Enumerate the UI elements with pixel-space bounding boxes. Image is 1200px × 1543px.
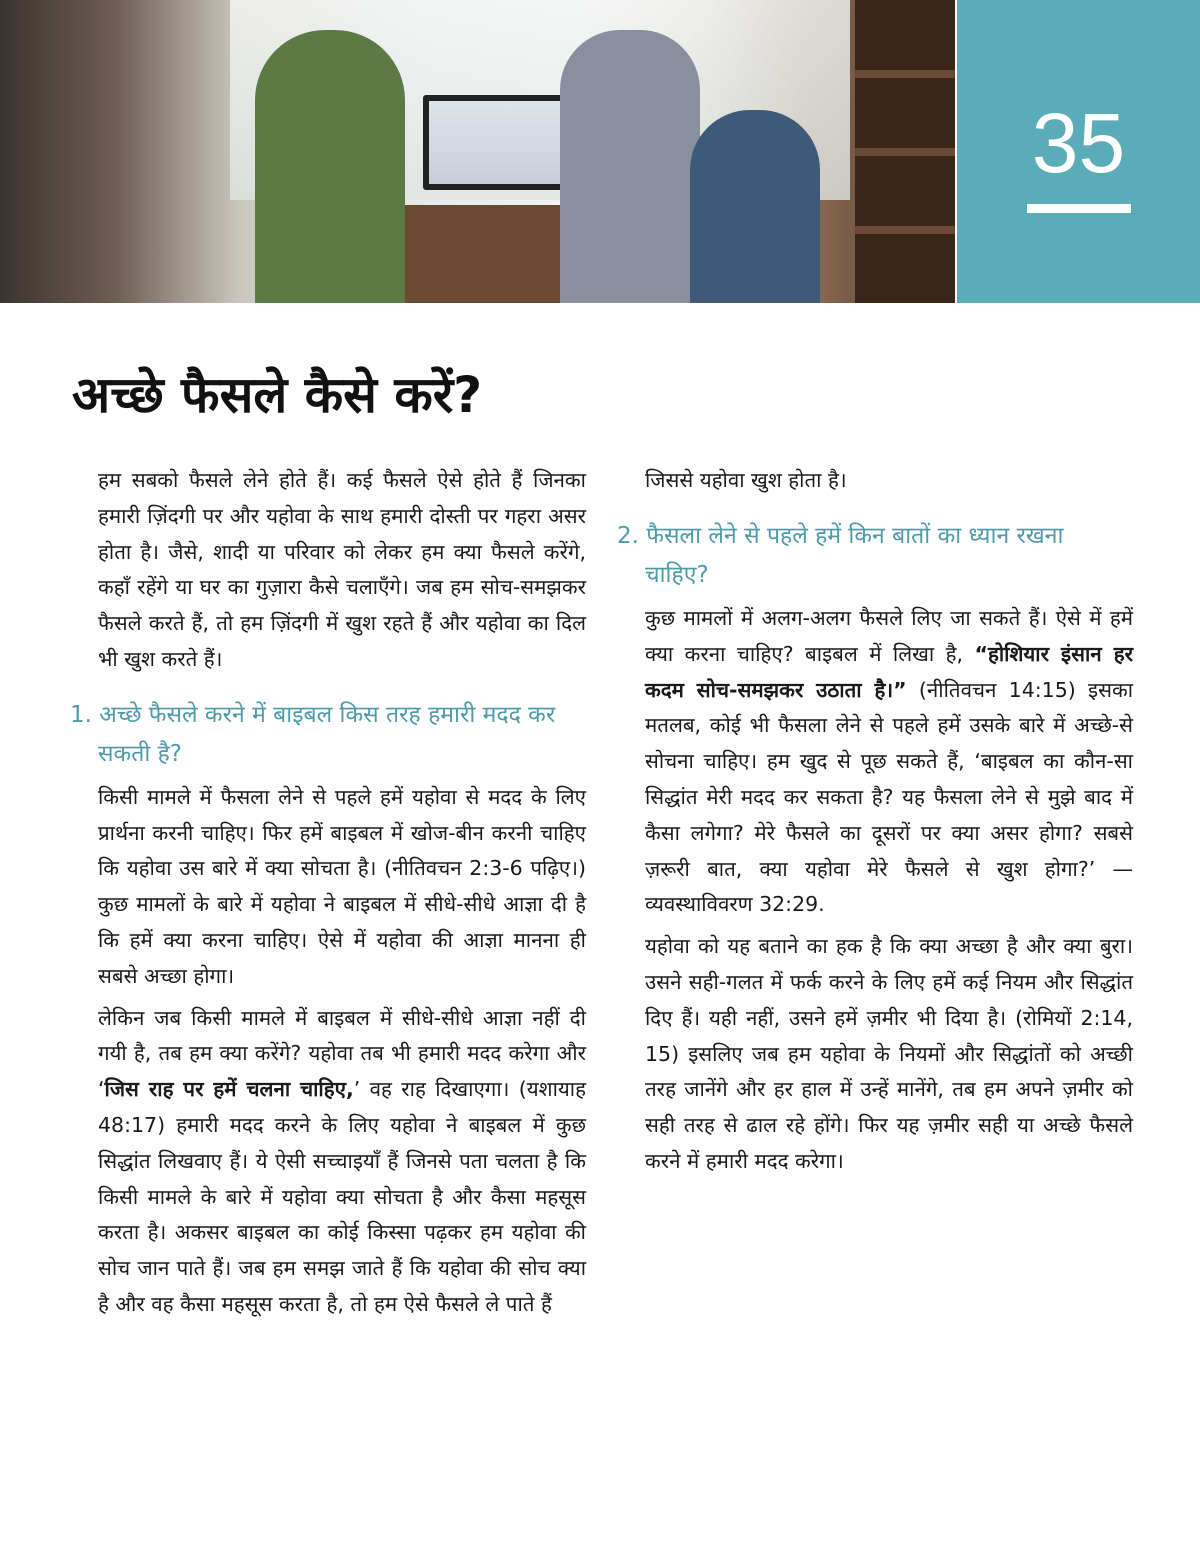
bold-quote: “होशियार इंसान हर कदम सोच-समझकर उठाता है।” (645, 641, 1134, 702)
hero-photo-family-at-computer (0, 0, 955, 303)
section1-paragraph-2 (98, 1001, 586, 1323)
question-1 (70, 696, 586, 774)
text: (नीतिवचन 14:15) इसका मतलब, कोई भी फैसला लेने से पहले हमें उसके बारे में अच्छे-से सोचना चाहिए। हम खुद से पूछ सकते हैं, ‘बाइबल का कौन-सा सिद्धांत मेरी मदद कर सकता है? यह फैसला लेने से मुझे बाद में कैसा लगेगा? मेरे फैसले का दूसरों पर क्या असर होगा? सबसे ज़रूरी बात, क्या यहोवा मेरे फैसले से खुश होगा?’ —व्यवस्थाविवरण 32:29. (645, 677, 1134, 917)
child-figure (690, 110, 820, 303)
section1-paragraph-2-continued: जिससे यहोवा खुश होता है। (645, 468, 847, 492)
mother-figure (255, 30, 405, 303)
text: लेकिन जब किसी मामले में बाइबल में सीधे-सीधे आज्ञा नहीं दी गयी है, तब हम क्या करेंगे? यहोवा तब भी हमारी मदद करेगा और ‘ (98, 1005, 586, 1102)
father-figure (560, 30, 700, 303)
question-number: 2. (617, 523, 639, 549)
bold-quote: जिस राह पर हमें चलना चाहिए, (104, 1077, 354, 1102)
lesson-number: 35 (1031, 96, 1126, 190)
question-text: अच्छे फैसले करने में बाइबल किस तरह हमारी मदद कर सकती है? (98, 701, 556, 767)
section2-paragraph-1 (645, 601, 1133, 923)
text: कुछ मामलों में अलग-अलग फैसले लिए जा सकते हैं। ऐसे में हमें क्या करना चाहिए? बाइबल में लिखा है, (645, 606, 1133, 666)
lesson-number-box (957, 0, 1200, 303)
question-text: फैसला लेने से पहले हमें किन बातों का ध्यान रखना चाहिए? (645, 523, 1064, 588)
bookshelf (855, 0, 955, 303)
section2-paragraph-2: यहोवा को यह बताने का हक है कि क्या अच्छा है और क्या बुरा। उसने सही-गलत में फर्क करने के लिए हमें कई नियम और सिद्धांत दिए हैं। यही नहीं, उसने हमें ज़मीर भी दिया है। (रोमियों 2:14, 15) इसलिए जब हम यहोवा के नियमों और सिद्धांतों को अच्छी तरह जानेंगे और हर हाल में उन्हें मानेंगे, तब हम अपने ज़मीर को सही तरह से ढाल रहे होंगे। फिर यह ज़मीर सही या अच्छे फैसले करने में हमारी मदद करेगा। (645, 934, 1133, 1173)
page-title: अच्छे फैसले कैसे करें? (72, 366, 483, 424)
right-column-section2 (617, 517, 1134, 1186)
intro-paragraph: हम सबको फैसले लेने होते हैं। कई फैसले ऐसे होते हैं जिनका हमारी ज़िंदगी पर और यहोवा के साथ हमारी दोस्ती पर गहरा असर होता है। जैसे, शादी या परिवार को लेकर हम क्या फैसले करेंगे, कहाँ रहेंगे या घर का गुज़ारा कैसे चलाएँगे। जब हम सोच-समझकर फैसले करते हैं, तो हम ज़िंदगी में खुश रहते हैं और यहोवा का दिल भी खुश करते हैं। (98, 468, 586, 671)
computer-monitor (423, 95, 579, 190)
lesson-number-underline (1027, 204, 1131, 213)
section1-paragraph-1: किसी मामले में फैसला लेने से पहले हमें यहोवा से मदद के लिए प्रार्थना करनी चाहिए। फिर हमें बाइबल में खोज-बीन करनी चाहिए कि यहोवा उस बारे में क्या सोचता है। (नीतिवचन 2:3-6 पढ़िए।) कुछ मामलों के बारे में यहोवा ने बाइबल में सीधे-सीधे आज्ञा दी है कि हमें क्या करना चाहिए। ऐसे में यहोवा की आज्ञा मानना ही सबसे अच्छा होगा। (98, 784, 586, 988)
left-column (70, 463, 586, 1329)
text: ’ वह राह दिखाएगा। (यशायाह 48:17) हमारी मदद करने के लिए यहोवा ने बाइबल में कुछ सिद्धांत लिखवाए हैं। ये ऐसी सच्चाइयाँ हैं जिनसे पता चलता है कि किसी मामले के बारे में यहोवा क्या सोचता है और कैसा महसूस करता है। अकसर बाइबल का कोई किस्सा पढ़कर हम यहोवा की सोच जान पाते हैं। जब हम समझ जाते हैं कि यहोवा की सोच क्या है और वह कैसा महसूस करता है, तो हम ऐसे फैसले ले पाते हैं (98, 1077, 586, 1316)
question-2 (617, 517, 1133, 595)
question-number: 1. (70, 701, 92, 728)
